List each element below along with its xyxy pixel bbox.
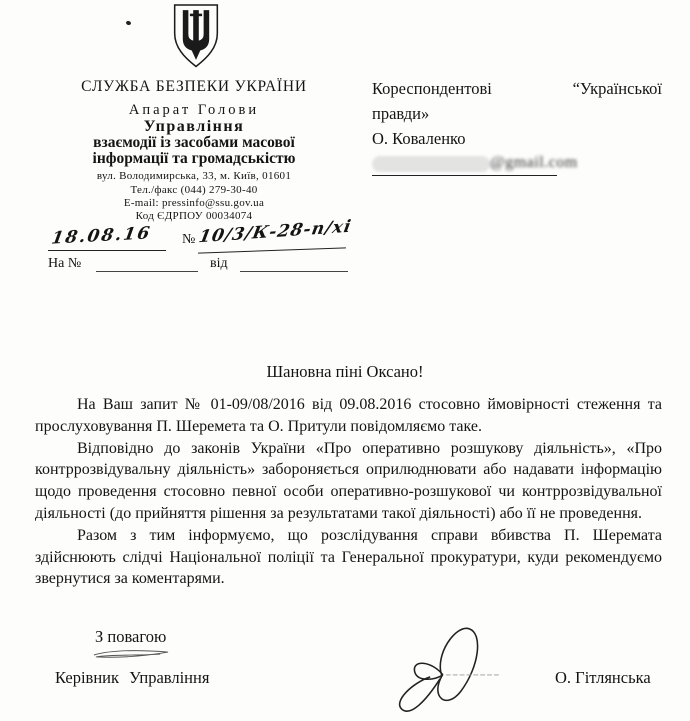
ref-number-underline bbox=[198, 247, 346, 253]
letter-body bbox=[35, 394, 662, 590]
department-line-1: Апарат Голови bbox=[128, 102, 260, 118]
paragraph-1: На Ваш запит № 01-09/08/2016 від 09.08.2016 стосовно ймовірності стеження та прослуховування П. Шеремета та О. Притули повідомляємо таке. bbox=[35, 396, 662, 435]
department-line-3: взаємодії із засобами масової bbox=[93, 134, 295, 151]
reply-from-blank-line bbox=[240, 271, 348, 272]
recipient-person: О. Коваленко bbox=[372, 129, 466, 148]
ukraine-trident-emblem-icon bbox=[156, 3, 236, 69]
reply-on-label: На № bbox=[48, 256, 82, 271]
email-redaction-blur bbox=[372, 156, 490, 172]
recipient-block bbox=[372, 76, 662, 151]
recipient-publication-part1: “Української bbox=[572, 79, 662, 98]
handwritten-signature bbox=[370, 622, 510, 720]
department-line-4: інформації та громадськістю bbox=[92, 150, 296, 167]
email-line: E-mail: pressinfo@ssu.gov.ua bbox=[123, 197, 265, 209]
signer-position: Керівник Управління bbox=[55, 668, 210, 687]
regards: З повагою bbox=[95, 627, 167, 646]
address-line: вул. Володимирська, 33, м. Київ, 01601 bbox=[96, 170, 292, 182]
edrpou-line: Код ЄДРПОУ 00034074 bbox=[135, 210, 253, 222]
signer-name: О. Гітлянська bbox=[555, 668, 651, 687]
date-underline bbox=[48, 250, 166, 251]
reply-from-label: від bbox=[210, 256, 228, 271]
recipient-email-row bbox=[372, 154, 662, 180]
salutation: Шановна піні Оксано! bbox=[266, 362, 424, 381]
handwritten-ref-number: 10/3/К-28-п/хі bbox=[197, 216, 354, 248]
email-domain-blurred: @gmail.com bbox=[490, 154, 578, 171]
phone-line: Тел./факс (044) 279-30-40 bbox=[130, 184, 258, 196]
reply-reference-row bbox=[48, 256, 348, 278]
email-underline bbox=[372, 175, 557, 176]
recipient-line-1 bbox=[372, 76, 662, 101]
org-name: СЛУЖБА БЕЗПЕКИ УКРАЇНИ bbox=[81, 78, 307, 95]
number-sign: № bbox=[182, 232, 196, 247]
recipient-publication-part2: правди» bbox=[372, 104, 430, 123]
department-line-2: Управління bbox=[143, 118, 245, 135]
paragraph-3: Разом з тим інформуємо, що розслідування справи вбивства П. Шеремата здійснюють слідчі Національної поліції та Генеральної прокуратури, куди рекомендуємо звернутися за коментарями. bbox=[35, 526, 662, 588]
scan-speck bbox=[125, 20, 131, 25]
reply-on-blank-line bbox=[96, 271, 198, 272]
regards-underline-scribble bbox=[92, 648, 170, 660]
recipient-title: Кореспондентові bbox=[372, 79, 492, 98]
paragraph-2: Відповідно до законів України «Про оперативно розшукову діяльність», «Про контррозвідувальну діяльність» забороняється оприлюднювати або надавати інформацію щодо проведення стосовно певної особи оперативно-розшукової чи контррозвідувальної діяльності (до прийняття рішення за результатами такої діяльності) або її не проведення. bbox=[35, 439, 662, 522]
handwritten-date: 18.08.16 bbox=[49, 223, 153, 249]
